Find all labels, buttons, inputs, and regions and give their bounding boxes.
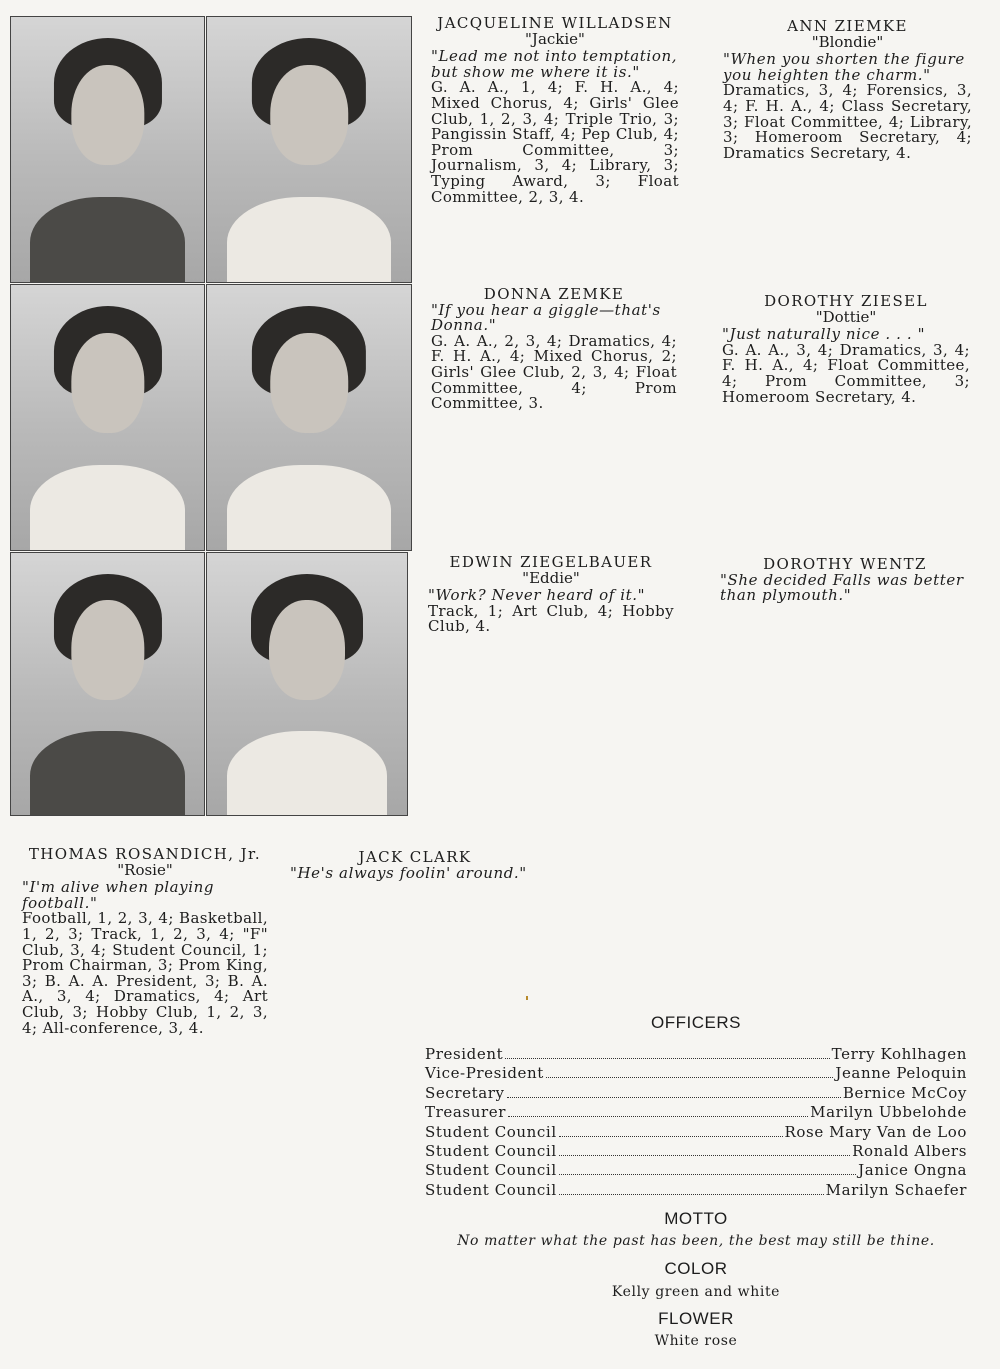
color-text: Kelly green and white	[611, 1284, 781, 1300]
portrait-photo	[206, 284, 412, 551]
dot-leader	[546, 1077, 833, 1078]
motto-text: No matter what the past has been, the best may still be thine.	[457, 1233, 935, 1249]
dot-leader	[559, 1194, 824, 1195]
student-name: JACQUELINE WILLADSEN	[437, 14, 673, 32]
student-entry	[723, 19, 972, 161]
student-name: DOROTHY ZIESEL	[764, 292, 928, 310]
officer-role: Treasurer	[425, 1103, 506, 1122]
student-name: ANN ZIEMKE	[787, 17, 908, 35]
student-entry	[722, 294, 970, 405]
officer-row	[425, 1123, 967, 1142]
student-nickname: "Dottie"	[815, 307, 877, 326]
flower-heading: FLOWER	[658, 1309, 734, 1328]
portrait-photo	[206, 16, 412, 283]
student-activities: G. A. A., 3, 4; Dramatics, 3, 4; F. H. A., 4; Float Committee, 4; Prom Committee, 3; Homeroom Secretary, 4.	[722, 340, 970, 406]
student-quote: "He's always foolin' around."	[290, 863, 527, 882]
student-quote: "Lead me not into temptation, but show me where it is."	[431, 47, 678, 81]
student-name: JACK CLARK	[358, 848, 472, 866]
officer-row	[425, 1045, 967, 1064]
officer-role: Student Council	[425, 1180, 557, 1199]
student-quote: "When you shorten the figure you heighten the charm."	[723, 50, 965, 84]
officer-role: President	[425, 1045, 504, 1063]
motto-heading: MOTTO	[664, 1209, 728, 1228]
student-entry	[431, 287, 677, 412]
officer-name: Terry Kohlhagen	[831, 1045, 967, 1063]
officer-name: Marilyn Ubbelohde	[810, 1103, 967, 1122]
student-name: THOMAS ROSANDICH, Jr.	[28, 845, 262, 863]
officer-name: Ronald Albers	[852, 1141, 967, 1160]
officer-name: Marilyn Schaefer	[825, 1180, 967, 1199]
portrait-photo	[10, 552, 205, 816]
officer-role: Student Council	[425, 1161, 557, 1180]
student-name: DOROTHY WENTZ	[763, 555, 927, 573]
officer-name: Jeanne Peloquin	[835, 1064, 967, 1083]
officer-name: Janice Ongna	[858, 1161, 967, 1180]
officer-row	[425, 1161, 967, 1180]
officers-section	[425, 1013, 967, 1200]
student-activities: G. A. A., 2, 3, 4; Dramatics, 4; F. H. A., 4; Mixed Chorus, 2; Girls' Glee Club, 2, 3, 4; Float Committee, 4; Prom Committee, 3.	[431, 331, 677, 413]
student-nickname: "Blondie"	[811, 32, 884, 51]
dot-leader	[559, 1174, 856, 1175]
student-entry	[290, 850, 540, 881]
officer-row	[425, 1103, 967, 1122]
portrait-photo	[10, 16, 205, 283]
student-name: EDWIN ZIEGELBAUER	[449, 553, 653, 571]
student-entry	[431, 16, 679, 205]
student-quote: "If you hear a giggle—that's Donna."	[431, 300, 661, 335]
student-entry	[428, 555, 674, 635]
student-quote: "She decided Falls was better than plymouth."	[720, 570, 964, 605]
dot-leader	[508, 1116, 808, 1117]
dot-leader	[559, 1155, 850, 1156]
officer-role: Vice-President	[425, 1064, 544, 1083]
student-entry	[22, 847, 268, 1036]
officer-role: Student Council	[425, 1122, 557, 1141]
dot-leader	[559, 1136, 783, 1137]
student-nickname: "Rosie"	[117, 860, 173, 879]
student-quote: "I'm alive when playing football."	[22, 878, 215, 912]
student-activities: Track, 1; Art Club, 4; Hobby Club, 4.	[428, 601, 674, 636]
student-nickname: "Jackie"	[525, 29, 585, 48]
flower-text: White rose	[654, 1333, 738, 1349]
officer-name: Rose Mary Van de Loo	[784, 1122, 967, 1141]
dot-leader	[507, 1097, 841, 1098]
portrait-photo	[10, 284, 205, 551]
student-activities: Dramatics, 3, 4; Forensics, 3, 4; F. H. A., 4; Class Secretary, 3; Float Committee, 4; Library, 3; Homeroom Secretary, 4; Dramatics Secretary, 4.	[723, 81, 972, 162]
student-entry	[720, 557, 970, 604]
ink-speck	[526, 996, 528, 1000]
officer-row	[425, 1064, 967, 1083]
officers-heading: OFFICERS	[651, 1013, 741, 1032]
officer-row	[425, 1084, 967, 1103]
dot-leader	[505, 1058, 829, 1059]
portrait-photo	[206, 552, 408, 816]
student-quote: "Just naturally nice . . . "	[722, 325, 926, 344]
color-heading: COLOR	[664, 1259, 728, 1278]
officer-row	[425, 1142, 967, 1161]
student-activities: Football, 1, 2, 3, 4; Basketball, 1, 2, 3; Track, 1, 2, 3, 4; "F" Club, 3, 4; Student Council, 1; Prom Chairman, 3; Prom King, 3; B. A. A. President, 3; B. A. A., 3, 4; Dramatics, 4; Art Club, 3; Hobby Club, 1, 2, 3, 4; All-conference, 3, 4.	[22, 909, 268, 1037]
student-name: DONNA ZEMKE	[483, 285, 625, 303]
officer-row	[425, 1181, 967, 1200]
student-nickname: "Eddie"	[522, 568, 580, 587]
officer-role: Secretary	[425, 1083, 505, 1102]
student-quote: "Work? Never heard of it."	[428, 586, 646, 605]
officer-role: Student Council	[425, 1141, 557, 1160]
student-activities: G. A. A., 1, 4; F. H. A., 4; Mixed Chorus, 4; Girls' Glee Club, 1, 2, 3, 4; Triple Trio, 3; Pangissin Staff, 4; Pep Club, 4; Prom Committee, 3; Journalism, 3, 4; Library, 3; Typing Award, 3; Float Committee, 2, 3, 4.	[431, 78, 679, 206]
officer-name: Bernice McCoy	[842, 1083, 967, 1102]
